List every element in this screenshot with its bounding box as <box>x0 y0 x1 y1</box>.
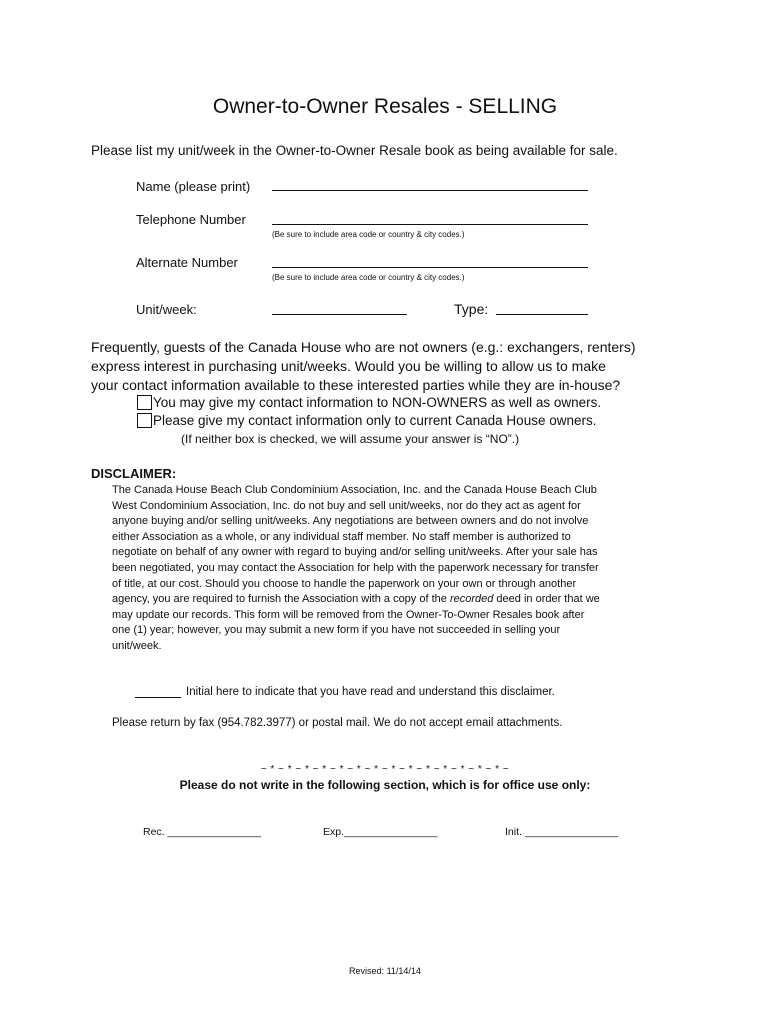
office-use-heading: Please do not write in the following section, which is for office use only: <box>179 778 591 792</box>
initial-field[interactable] <box>135 686 181 698</box>
unit-week-label: Unit/week: <box>136 302 197 317</box>
disclaimer-text: deed in order that we <box>493 593 600 606</box>
alternate-field[interactable] <box>272 267 588 268</box>
default-answer-note: (If neither box is checked, we will assume your answer is “NO”.) <box>181 432 520 446</box>
alternate-label: Alternate Number <box>136 255 238 270</box>
revision-date: Revised: 11/14/14 <box>349 966 421 976</box>
disclaimer-line: anyone buying and/or selling unit/weeks. Any negotiations are between owners and do not involve <box>112 515 589 528</box>
option-owners-only <box>137 413 596 428</box>
disclaimer-line: either Association as a whole, or any individual staff member. No staff member is authorized to <box>112 530 571 543</box>
page-title: Owner-to-Owner Resales - SELLING <box>212 95 558 118</box>
question-line-1: Frequently, guests of the Canada House who are not owners (e.g.: exchangers, renters) <box>91 339 636 355</box>
office-exp-field: Exp.________________ <box>323 826 438 838</box>
section-divider: ~ * ~ * ~ * ~ * ~ * ~ * ~ * ~ * ~ * ~ * ~ * ~ * ~ * ~ * ~ <box>260 764 510 775</box>
unit-week-field[interactable] <box>272 314 407 315</box>
disclaimer-body <box>112 483 672 655</box>
initial-row <box>135 686 555 698</box>
disclaimer-emphasis: recorded <box>449 593 494 606</box>
name-field[interactable] <box>272 190 588 191</box>
disclaimer-line: unit/week. <box>112 639 162 652</box>
telephone-note: (Be sure to include area code or country & city codes.) <box>272 230 465 239</box>
option-owners-only-label: Please give my contact information only to current Canada House owners. <box>153 413 597 428</box>
initial-text: Initial here to indicate that you have read and understand this disclaimer. <box>186 686 555 698</box>
option-non-owners <box>137 395 601 410</box>
alternate-note: (Be sure to include area code or country & city codes.) <box>272 273 465 282</box>
disclaimer-line: negotiate on behalf of any owner with regard to buying and/or selling unit/weeks. After your sale has <box>112 546 598 559</box>
type-field[interactable] <box>496 314 588 315</box>
office-init-field: Init. ________________ <box>505 826 619 838</box>
disclaimer-text: agency, you are required to furnish the Association with a copy of the <box>112 593 450 606</box>
disclaimer-line: one (1) year; however, you may submit a new form if you have not succeeded in selling your <box>112 624 561 637</box>
disclaimer-line <box>112 592 672 608</box>
disclaimer-line: may update our records. This form will be removed from the Owner-To-Owner Resales book after <box>112 608 585 621</box>
non-owners-checkbox[interactable] <box>137 395 152 410</box>
telephone-label: Telephone Number <box>136 212 246 227</box>
question-line-2: express interest in purchasing unit/weeks. Would you be willing to allow us to make <box>91 358 606 374</box>
disclaimer-line: been negotiated, you may contact the Association for help with the paperwork necessary for transfer <box>112 561 599 574</box>
disclaimer-line: West Condominium Association, Inc. do not buy and sell unit/weeks, nor do they act as agent for <box>112 499 581 512</box>
disclaimer-line: The Canada House Beach Club Condominium Association, Inc. and the Canada House Beach Club <box>112 484 597 496</box>
return-instructions: Please return by fax (954.782.3977) or postal mail. We do not accept email attachments. <box>112 717 563 729</box>
question-line-3: your contact information available to these interested parties while they are in-house? <box>91 377 621 393</box>
intro-text: Please list my unit/week in the Owner-to-Owner Resale book as being available for sale. <box>91 143 618 158</box>
option-non-owners-label: You may give my contact information to NON-OWNERS as well as owners. <box>153 395 602 410</box>
disclaimer-line: of title, at our cost. Should you choose to handle the paperwork on your own or through another <box>112 577 577 590</box>
office-rec-field: Rec. ________________ <box>143 826 261 838</box>
disclaimer-heading: DISCLAIMER: <box>91 466 177 481</box>
owners-only-checkbox[interactable] <box>137 413 152 428</box>
name-label: Name (please print) <box>136 179 251 194</box>
telephone-field[interactable] <box>272 224 588 225</box>
type-label: Type: <box>454 301 489 317</box>
